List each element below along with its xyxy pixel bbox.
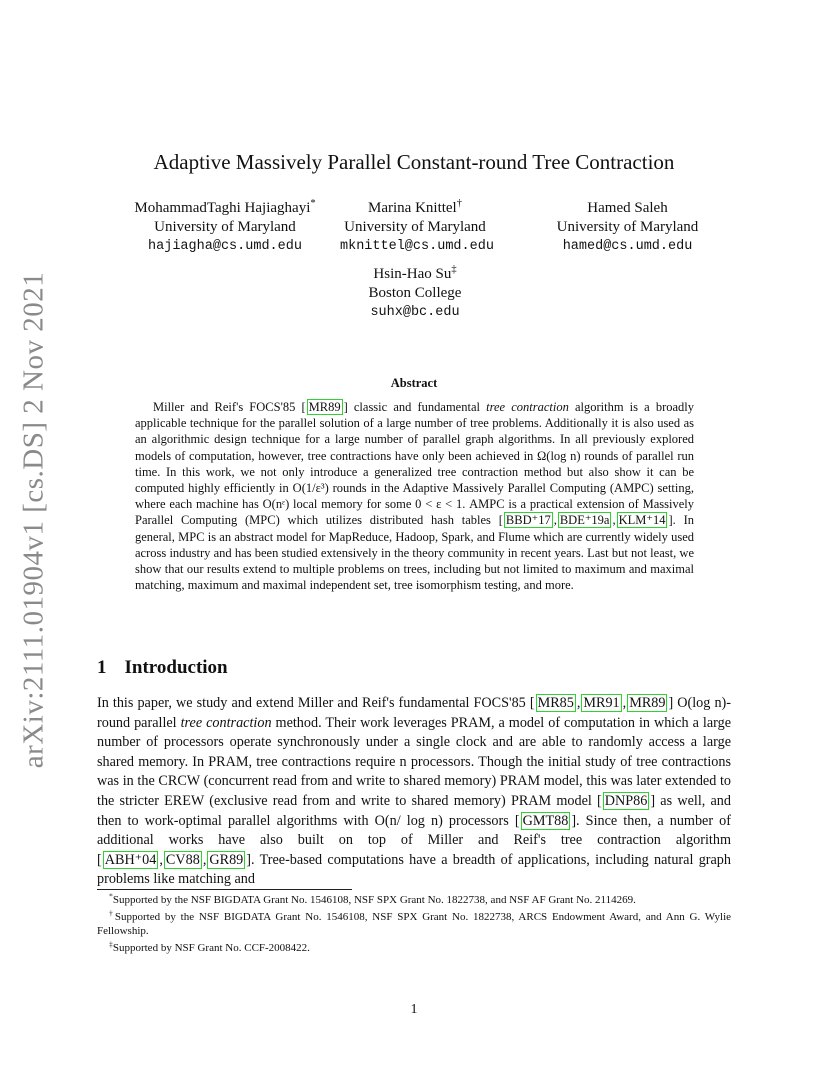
author-mark: * <box>310 198 316 209</box>
body-text-segment: . Tree-based computations have a breadth of applications, including natural graph problems like matching and <box>97 851 731 888</box>
emphasis: tree contraction <box>180 714 272 731</box>
author-name: Marina Knittel <box>368 200 457 216</box>
author-email[interactable]: hajiagha@cs.umd.edu <box>148 239 302 254</box>
abstract-text-segment: . In general, MPC is an abstract model for MapReduce, Hadoop, Spark, and Flume which are currently widely used across industry and has been studied extensively in the theory community in recent years. Last but not least, we show that our results extend to multiple problems on trees, including but not limited to maximum and maximal matching, maximum and maximal independent set, tree isomorphism testing, and more. <box>135 513 694 593</box>
section-title: Introduction <box>124 657 228 678</box>
citation-link[interactable]: CV88 <box>165 851 200 868</box>
footnote-text: Supported by the NSF BIGDATA Grant No. 1546108, NSF SPX Grant No. 1822738, and NSF AF Grant No. 2114269. <box>112 894 636 906</box>
abstract-heading: Abstract <box>390 376 438 390</box>
citation-link[interactable]: MR89 <box>629 695 666 711</box>
author-affiliation: Boston College <box>368 285 462 301</box>
author-mark: ‡ <box>451 264 457 275</box>
page-number: 1 <box>410 1002 418 1017</box>
author-name: MohammadTaghi Hajiaghayi <box>134 200 311 216</box>
author-mark: † <box>456 198 462 209</box>
footnote <box>97 938 731 956</box>
author-email[interactable]: mknittel@cs.umd.edu <box>340 239 494 254</box>
body-text-segment: method. Their work leverages PRAM, a model of computation in which a large number of processors operate synchronously under a single clock and are able to randomly access a large shared memory. In PRAM, tree contractions require n processors. Though the initial study of tree contractions was in the CRCW (concurrent read from and write to shared memory) PRAM model, this was later extended to the stricter EREW (exclusive read from and write to shared memory) PRAM model <box>97 714 731 809</box>
body-text-segment: as well, and then to work-optimal parallel algorithms with O(n/ log n) processors <box>97 792 731 829</box>
footnote-mark: * <box>109 891 113 901</box>
footnote-mark: ‡ <box>109 938 113 948</box>
author-email[interactable]: suhx@bc.edu <box>370 305 460 320</box>
section-number: 1 <box>97 657 107 678</box>
author-email[interactable]: hamed@cs.umd.edu <box>562 239 693 254</box>
author-name: Hsin-Hao Su <box>373 266 452 282</box>
author-affiliation: University of Maryland <box>344 219 486 235</box>
author-affiliation: University of Maryland <box>556 219 699 235</box>
arxiv-identifier: arXiv:2111.01904v1 [cs.DS] 2 Nov 2021 <box>17 271 50 769</box>
citation-link[interactable]: BBD⁺17 <box>505 513 551 528</box>
author-name: Hamed Saleh <box>587 200 668 216</box>
introduction-paragraph: In this paper, we study and extend Miller and Reif's fundamental FOCS'85 [ MR85 , MR91 , MR89 ] O(log n)-round parallel tree contraction method. Their work leverages PRAM, a model of computation in which a large number of processors operate synchronously under a single clock and are able to randomly access a large shared memory. In PRAM, tree contractions require n processors. Though the initial study of tree contractions was in the CRCW (concurrent read from and write to shared memory) PRAM model, this was later extended to the stricter EREW (exclusive read from and write to shared memory) PRAM model [ DNP86 ] as well, and then to work-optimal parallel algorithms with O(n/ log n) processors [ GMT88 ]. Since then, a number of additional works have also built on top of Miller and Reif's tree contraction algorithm [ ABH⁺04 , CV88 , GR89 ]. Tree-based computations have a breadth of applications, including natural graph problems like matching and <box>97 695 731 888</box>
author-block <box>540 199 715 256</box>
citation-link[interactable]: MR85 <box>537 695 574 711</box>
body-text-segment: O(log n)-round parallel <box>97 695 731 731</box>
author-block <box>110 199 340 256</box>
citation-link[interactable]: MR89 <box>308 400 341 414</box>
author-affiliation: University of Maryland <box>154 219 296 235</box>
abstract-text: Miller and Reif's FOCS'85 [ MR89 ] classic and fundamental tree contraction algorithm is a broadly applicable technique for the parallel solution of a large number of tree problems. Additionally it is also used as an algorithmic design technique for a large number of parallel graph algorithms. In all previously explored models of computation, however, tree contractions have only been achieved in Ω(log n) rounds of parallel run time. In this work, we not only introduce a generalized tree contraction method but also show it can be computed highly efficiently in O(1/ε³) rounds in the Adaptive Massively Parallel Computing (AMPC) setting, where each machine has O(nᵋ) local memory for some 0 < ε < 1. AMPC is a practical extension of Massively Parallel Computing (MPC) which utilizes distributed hash tables [ BBD⁺17 , BDE⁺19a , KLM⁺14 ]. In general, MPC is an abstract model for MapReduce, Hadoop, Spark, and Flume which are currently widely used across industry and has been studied extensively in the theory community in recent years. Last but not least, we show that our results extend to multiple problems on trees, including but not limited to maximum and maximal matching, maximum and maximal independent set, tree isomorphism testing, and more. <box>135 400 694 593</box>
abstract-text-segment: algorithm is a broadly applicable technique for the parallel solution of a large number of tree problems. Additionally it is also used as an algorithmic design technique for a large number of parallel graph algorithms. In all previously explored models of computation, however, tree contractions have only been achieved in Ω(log n) rounds of parallel run time. In this work, we not only introduce a generalized tree contraction method but also show it can be computed highly efficiently in O(1/ε³) rounds in the Adaptive Massively Parallel Computing (AMPC) setting, where each machine has O(nᵋ) local memory for some 0 < ε < 1. AMPC is a practical extension of Massively Parallel Computing (MPC) which utilizes distributed hash tables <box>135 400 694 528</box>
footnote-text: Supported by the NSF BIGDATA Grant No. 1546108, NSF SPX Grant No. 1822738, ARCS Endowment Award, and Ann G. Wylie Fellowship. <box>97 910 732 937</box>
citation-link[interactable]: BDE⁺19a <box>559 513 610 528</box>
citation-link[interactable]: GR89 <box>209 851 244 868</box>
emphasis: tree contraction <box>486 400 569 414</box>
citation-link[interactable]: ABH⁺04 <box>104 851 157 868</box>
footnote <box>97 907 732 939</box>
section-heading <box>97 657 228 679</box>
abstract-text-segment: Miller and Reif's FOCS'85 <box>153 400 302 414</box>
footnote <box>97 893 731 908</box>
paper-title: Adaptive Massively Parallel Constant-round Tree Contraction <box>153 150 675 174</box>
author-block <box>340 265 490 322</box>
citation-link[interactable]: GMT88 <box>522 812 569 829</box>
footnote-mark: † <box>109 907 115 917</box>
citation-link[interactable]: KLM⁺14 <box>618 513 666 528</box>
footnote-text: Supported by NSF Grant No. CCF-2008422. <box>112 941 310 954</box>
body-text-segment: . Since then, a number of additional works have also built on top of Miller and Reif's tree contraction algorithm <box>97 812 731 849</box>
footnotes <box>97 893 731 957</box>
citation-link[interactable]: MR91 <box>583 695 620 711</box>
citation-link[interactable]: DNP86 <box>604 792 648 809</box>
author-block <box>340 198 494 256</box>
footnote-divider <box>97 889 352 890</box>
abstract-text-segment: classic and fundamental <box>347 400 487 414</box>
body-text-segment: In this paper, we study and extend Miller and Reif's fundamental FOCS'85 <box>97 695 530 711</box>
